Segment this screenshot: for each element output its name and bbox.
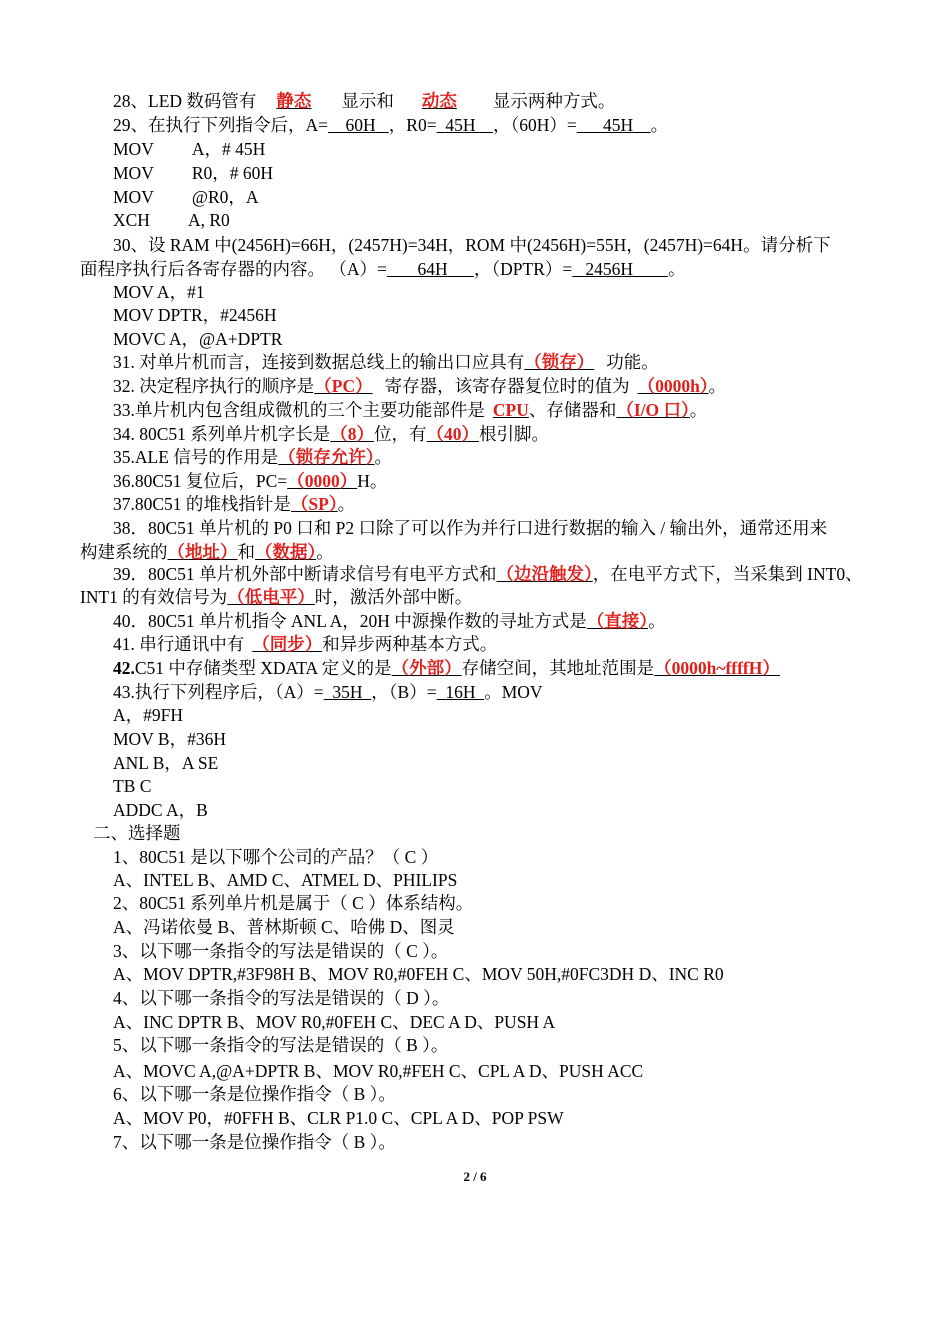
question-42: 42.C51 中存储类型 XDATA 定义的是（外部）存储空间，其地址范围是（0000h~ffffH） xyxy=(113,658,780,678)
answer: （0000h） xyxy=(637,376,709,396)
answer: （40） xyxy=(426,424,480,444)
answer: （锁存） xyxy=(524,352,595,372)
section-heading: 二、选择题 xyxy=(93,823,181,843)
answer: （8） xyxy=(330,424,375,444)
choice-question: 2、80C51 系列单片机是属于（ C ）体系结构。 xyxy=(113,893,474,913)
answer: 动态 xyxy=(421,91,457,111)
answer: （PC） xyxy=(314,376,373,396)
question-29: 29、在执行下列指令后，A= 60H ，R0= 45H ，（60H）= 45H 。 xyxy=(113,115,669,135)
choice-options: A、MOVC A,@A+DPTR B、MOV R0,#FEH C、CPL A D、PUSH ACC xyxy=(113,1061,644,1081)
answer: （锁存允许） xyxy=(278,447,375,467)
choice-question: 4、以下哪一条指令的写法是错误的（ D ）。 xyxy=(113,988,450,1008)
choice-options: A、冯诺依曼 B、普林斯顿 C、哈佛 D、图灵 xyxy=(113,917,455,937)
question-32: 32. 决定程序执行的顺序是（PC） 寄存器，该寄存器复位时的值为 （0000h）。 xyxy=(113,376,727,396)
question-41: 41. 串行通讯中有 （同步）和异步两种基本方式。 xyxy=(113,634,498,654)
question-33: 33.单片机内包含组成微机的三个主要功能部件是 CPU、存储器和（I/O 口）。 xyxy=(113,400,708,420)
answer: CPU xyxy=(492,400,529,420)
code-line: ADDC A，B xyxy=(113,800,208,820)
question-37: 37.80C51 的堆栈指针是（SP）。 xyxy=(113,494,356,514)
code-line: MOV @R0，A xyxy=(113,187,259,207)
choice-options: A、MOV DPTR,#3F98H B、MOV R0,#0FEH C、MOV 50H,#0FC3DH D、INC R0 xyxy=(113,964,724,984)
answer: （0000h~ffffH） xyxy=(654,658,780,678)
answer: （边沿触发） xyxy=(496,564,593,584)
answer: 45H xyxy=(602,115,634,135)
question-40: 40．80C51 单片机指令 ANL A，20H 中源操作数的寻址方式是（直接）。 xyxy=(113,611,666,631)
code-line: TB C xyxy=(113,776,152,796)
question-39-cont: INT1 的有效信号为（低电平）时，激活外部中断。 xyxy=(80,587,473,607)
choice-question: 3、以下哪一条指令的写法是错误的（ C ）。 xyxy=(113,941,449,961)
answer: （SP） xyxy=(290,494,338,514)
answer: （数据） xyxy=(255,542,317,562)
question-31: 31. 对单片机而言，连接到数据总线上的输出口应具有（锁存） 功能。 xyxy=(113,352,659,372)
question-38-cont: 构建系统的（地址）和（数据）。 xyxy=(80,542,334,562)
answer: 2456H xyxy=(585,259,634,279)
answer: 60H xyxy=(345,115,376,135)
choice-question: 6、以下哪一条是位操作指令（ B ）。 xyxy=(113,1084,396,1104)
question-43: 43.执行下列程序后，（A）= 35H ，（B）= 16H 。MOV xyxy=(113,682,543,702)
answer: （同步） xyxy=(252,634,323,654)
code-line: MOV A，# 45H xyxy=(113,139,266,159)
code-line: MOV DPTR，#2456H xyxy=(113,305,277,325)
question-30-cont: 面程序执行后各寄存器的内容。 （A）= 64H ，（DPTR）= 2456H 。 xyxy=(80,259,686,279)
choice-question: 1、80C51 是以下哪个公司的产品？（ C ） xyxy=(113,847,439,867)
page-number: 2 / 6 xyxy=(463,1169,487,1184)
answer: 35H xyxy=(332,682,363,702)
question-38: 38．80C51 单片机的 P0 口和 P2 口除了可以作为并行口进行数据的输入 / 输出外，通常还用来 xyxy=(113,518,828,538)
code-line: MOV A，#1 xyxy=(113,282,205,302)
question-34: 34. 80C51 系列单片机字长是（8）位，有（40）根引脚。 xyxy=(113,424,550,444)
answer: （直接） xyxy=(586,611,649,631)
choice-question: 5、以下哪一条指令的写法是错误的（ B ）。 xyxy=(113,1035,449,1055)
choice-options: A、INTEL B、AMD C、ATMEL D、PHILIPS xyxy=(113,870,458,890)
answer: （0000） xyxy=(287,471,358,491)
question-28: 28、LED 数码管有 静态 显示和 动态 显示两种方式。 xyxy=(113,91,616,111)
choice-options: A、MOV P0，#0FFH B、CLR P1.0 C、CPL A D、POP PSW xyxy=(113,1108,564,1128)
code-line: ANL B，A SE xyxy=(113,753,219,773)
choice-question: 7、以下哪一条是位操作指令（ B ）。 xyxy=(113,1132,396,1152)
question-36: 36.80C51 复位后，PC=（0000）H。 xyxy=(113,471,388,491)
code-line: MOV R0，# 60H xyxy=(113,163,274,183)
answer: 静态 xyxy=(276,91,312,111)
code-line: A，#9FH xyxy=(113,705,184,725)
answer: （I/O 口） xyxy=(616,400,690,420)
code-line: MOVC A，@A+DPTR xyxy=(113,329,283,349)
answer: 45H xyxy=(445,115,476,135)
answer: 64H xyxy=(417,259,448,279)
answer: 16H xyxy=(445,682,476,702)
answer: （低电平） xyxy=(227,587,315,607)
question-39: 39．80C51 单片机外部中断请求信号有电平方式和（边沿触发），在电平方式下，当采集到 INT0、 xyxy=(113,564,863,584)
question-30: 30、设 RAM 中(2456H)=66H，(2457H)=34H，ROM 中(2456H)=55H，(2457H)=64H。请分析下 xyxy=(113,235,831,255)
answer: （地址） xyxy=(167,542,238,562)
code-line: MOV B，#36H xyxy=(113,729,226,749)
answer: （外部） xyxy=(391,658,462,678)
code-line: XCH A, R0 xyxy=(113,210,230,230)
choice-options: A、INC DPTR B、MOV R0,#0FEH C、DEC A D、PUSH A xyxy=(113,1012,556,1032)
question-35: 35.ALE 信号的作用是（锁存允许）。 xyxy=(113,447,393,467)
